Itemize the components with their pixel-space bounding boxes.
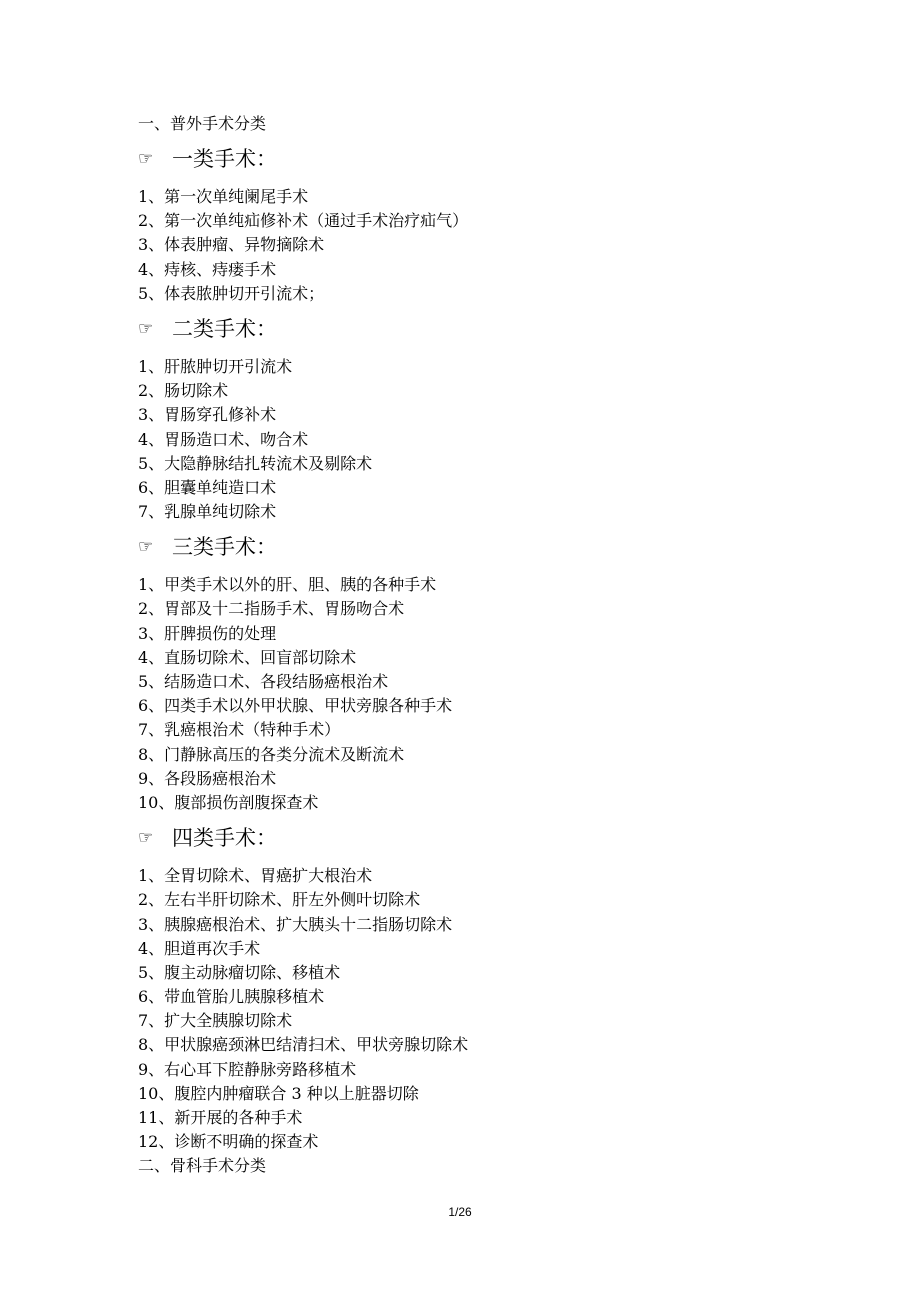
list-item: 2、左右半肝切除术、肝左外侧叶切除术	[138, 890, 421, 910]
category-heading-3	[138, 533, 838, 561]
category-title: 一类手术：	[172, 147, 277, 171]
page-number: 1/26	[448, 1205, 472, 1219]
list-item: 9、各段肠癌根治术	[138, 768, 277, 788]
category-heading-2	[138, 315, 838, 343]
list-item: 1、甲类手术以外的肝、胆、胰的各种手术	[138, 575, 437, 595]
category-list-2	[138, 355, 838, 524]
list-item: 4、直肠切除术、回盲部切除术	[138, 647, 357, 667]
list-item: 1、第一次单纯阑尾手术	[138, 187, 309, 206]
list-item: 10、腹腔内肿瘤联合 3 种以上脏器切除	[138, 1083, 419, 1103]
list-item: 6、带血管胎儿胰腺移植术	[138, 987, 325, 1007]
list-item: 5、腹主动脉瘤切除、移植术	[138, 962, 341, 982]
list-item: 9、右心耳下腔静脉旁路移植术	[138, 1059, 357, 1079]
section-one-title: 一、普外手术分类	[138, 114, 267, 133]
list-item: 4、胃肠造口术、吻合术	[138, 429, 309, 449]
list-item: 5、体表脓肿切开引流术；	[138, 283, 325, 303]
category-list-4	[138, 864, 838, 1154]
list-item: 7、乳腺单纯切除术	[138, 502, 277, 522]
list-item: 3、胃肠穿孔修补术	[138, 405, 277, 425]
list-item: 2、胃部及十二指肠手术、胃肠吻合术	[138, 599, 405, 619]
list-item: 4、痔核、痔瘘手术	[138, 259, 277, 279]
list-item: 12、诊断不明确的探查术	[138, 1132, 319, 1152]
category-title: 三类手术：	[172, 535, 277, 560]
list-item: 8、门静脉高压的各类分流术及断流术	[138, 744, 405, 764]
list-item: 3、体表肿瘤、异物摘除术	[138, 235, 325, 255]
pointing-hand-icon: ☞	[138, 149, 154, 169]
list-item: 7、乳癌根治术（特种手术）	[138, 720, 341, 740]
list-item: 3、肝脾损伤的处理	[138, 623, 277, 643]
section-two-title: 二、骨科手术分类	[138, 1156, 267, 1176]
list-item: 5、大隐静脉结扎转流术及剔除术	[138, 453, 373, 473]
pointing-hand-icon: ☞	[138, 828, 154, 849]
list-item: 8、甲状腺癌颈淋巴结清扫术、甲状旁腺切除术	[138, 1035, 469, 1055]
list-item: 1、肝脓肿切开引流术	[138, 356, 293, 376]
pointing-hand-icon: ☞	[138, 537, 154, 558]
document-content	[138, 112, 838, 1179]
list-item: 4、胆道再次手术	[138, 938, 261, 958]
category-title: 二类手术：	[172, 316, 277, 341]
category-heading-1	[138, 145, 838, 173]
category-list-1	[138, 185, 838, 306]
pointing-hand-icon: ☞	[138, 318, 154, 339]
list-item: 10、腹部损伤剖腹探查术	[138, 792, 319, 812]
list-item: 6、胆囊单纯造口术	[138, 477, 277, 497]
category-list-3	[138, 573, 838, 815]
category-title: 四类手术：	[172, 826, 277, 851]
category-heading-4	[138, 824, 838, 852]
list-item: 1、全胃切除术、胃癌扩大根治术	[138, 866, 373, 886]
list-item: 7、扩大全胰腺切除术	[138, 1011, 293, 1031]
list-item: 11、新开展的各种手术	[138, 1108, 303, 1127]
list-item: 5、结肠造口术、各段结肠癌根治术	[138, 672, 389, 691]
list-item: 2、肠切除术	[138, 381, 229, 401]
list-item: 2、第一次单纯疝修补术（通过手术治疗疝气）	[138, 211, 469, 231]
list-item: 6、四类手术以外甲状腺、甲状旁腺各种手术	[138, 696, 453, 716]
list-item: 3、胰腺癌根治术、扩大胰头十二指肠切除术	[138, 914, 453, 934]
